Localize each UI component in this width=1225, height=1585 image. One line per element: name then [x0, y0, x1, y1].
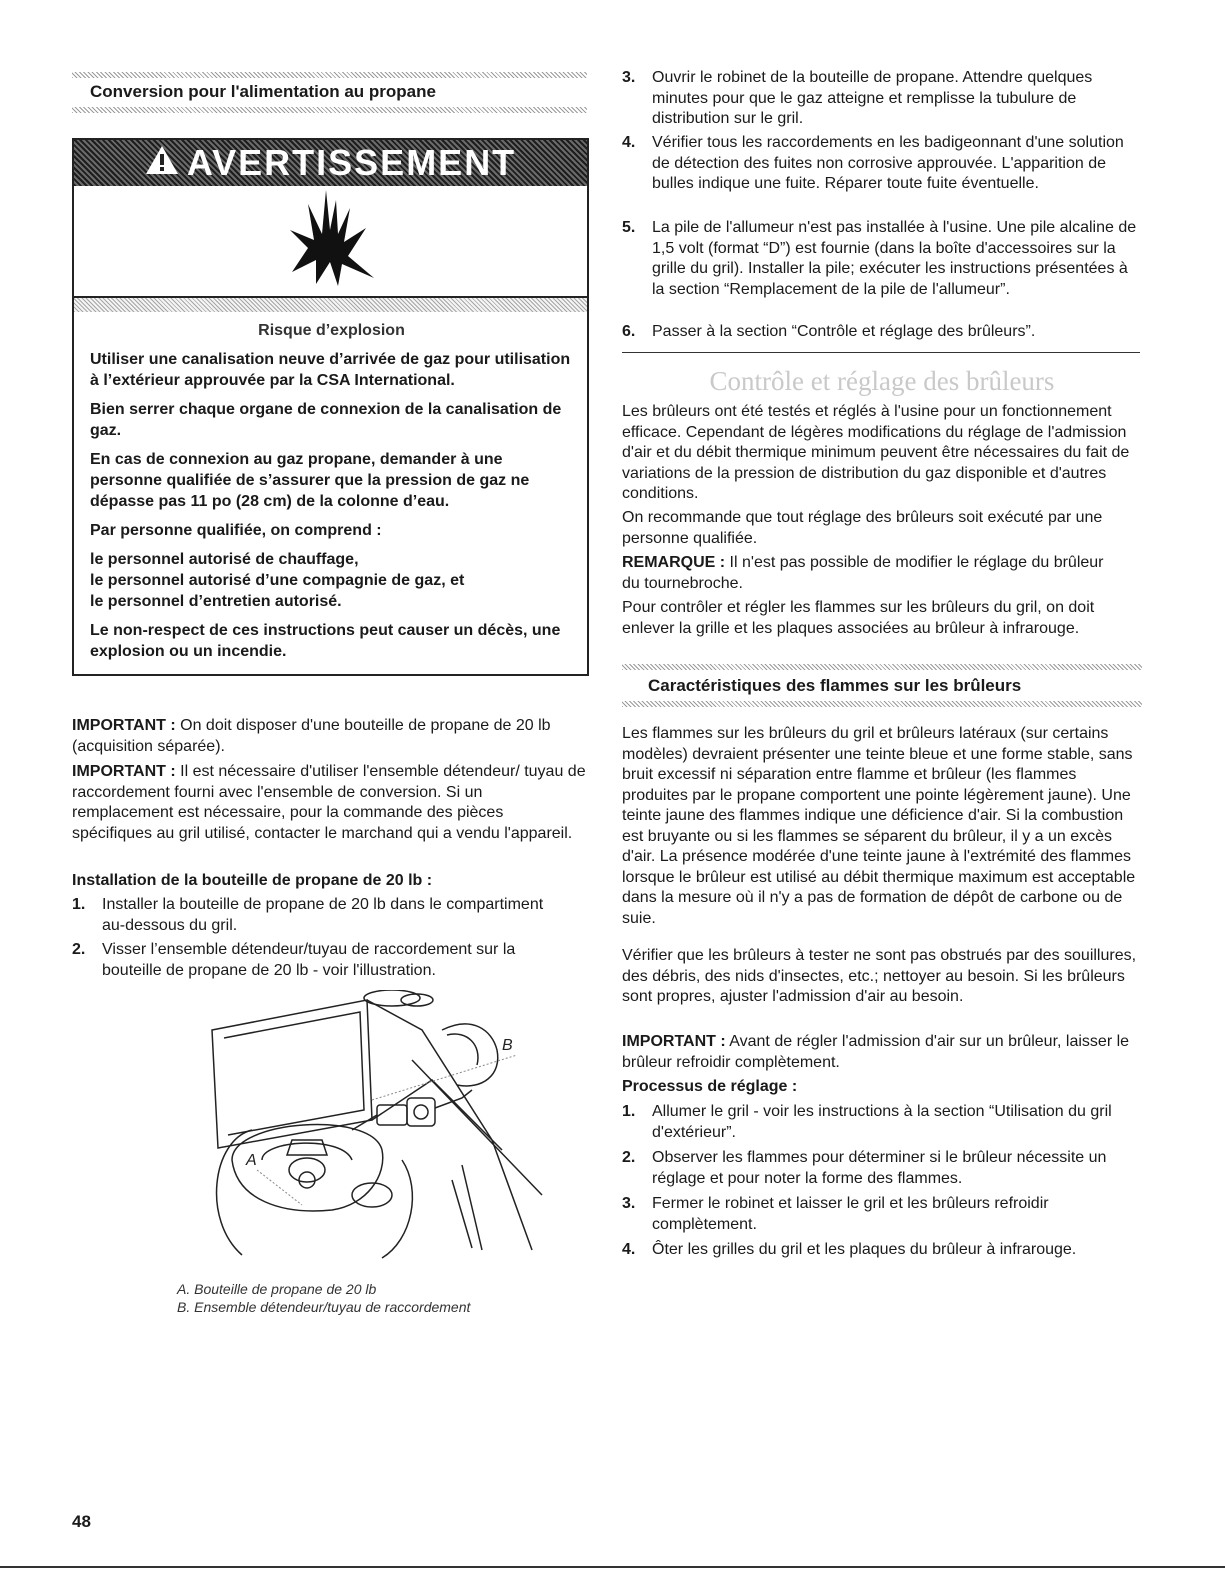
bottom-rule [0, 1566, 1225, 1568]
section-rule [622, 352, 1140, 353]
propane-conversion-header [72, 72, 587, 113]
qualified-person-item: le personnel d’entretien autorisé. [90, 593, 342, 610]
step-text: Visser l’ensemble détendeur/tuyau de raccordement sur la bouteille de propane de 20 lb - voir l'illustration. [102, 941, 516, 979]
important-label: IMPORTANT : [72, 717, 176, 734]
step-text: Ouvrir le robinet de la bouteille de propane. Attendre quelques minutes pour que le gaz atteigne et remplisse la tubulure de distribution sur le gril. [652, 69, 1093, 127]
step-number: 5. [622, 219, 636, 236]
install-heading: Installation de la bouteille de propane de 20 lb : [72, 872, 433, 889]
step-text: Installer la bouteille de propane de 20 lb dans le compartiment au-dessous du gril. [102, 896, 544, 934]
label-b: B [502, 1037, 513, 1054]
step-4 [622, 133, 1142, 215]
qualified-persons-list [90, 549, 573, 612]
remark-label: REMARQUE : [622, 554, 726, 571]
process-step-3 [622, 1194, 1142, 1236]
process-step-2 [622, 1148, 1142, 1190]
install-step-1 [72, 895, 572, 937]
step-number: 4. [622, 134, 636, 151]
step-text: Allumer le gril - voir les instructions à la section “Utilisation du gril d'extérieur”. [652, 1103, 1112, 1141]
propane-conversion-heading: Conversion pour l'alimentation au propane [90, 82, 436, 101]
warning-icon-area [74, 186, 587, 296]
explosion-icon [286, 190, 376, 290]
step-number: 2. [622, 1149, 636, 1166]
burner-intro-paragraph: Les brûleurs ont été testés et réglés à l'usine pour un fonctionnement efficace. Cependant de légères modifications du réglage de l'admission d'air et du débit thermique minimum peuvent être nécessaires du fait de variations de la pression de distribution du gaz disponible et d'autres conditions. [622, 403, 1130, 502]
qualified-person-item: le personnel autorisé d’une compagnie de gaz, et [90, 572, 465, 589]
explosion-risk-title: Risque d’explosion [258, 322, 405, 339]
warning-paragraph: En cas de connexion au gaz propane, demander à une personne qualifiée de s’assurer que la pression de gaz ne dépasse pas 11 po (28 cm) de la colonne d’eau. [90, 451, 530, 510]
step-text: Vérifier tous les raccordements en les badigeonnant d'une solution de détection des fuites non corrosive approuvée. L'apparition de bulles indique une fuite. Réparer toute fuite éventuelle. [652, 134, 1124, 192]
step-number: 2. [72, 941, 86, 958]
qualified-person-paragraph: On recommande que tout réglage des brûleurs soit exécuté par une personne qualifiée. [622, 509, 1103, 547]
grill-removal-paragraph: Pour contrôler et régler les flammes sur les brûleurs du gril, on doit enlever la grille et les plaques associées au brûleur à infrarouge. [622, 599, 1095, 637]
step-text: Observer les flammes pour déterminer si le brûleur nécessite un réglage et pour noter la forme des flammes. [652, 1149, 1107, 1187]
important-note-2 [72, 762, 587, 844]
hatch-divider [622, 701, 1142, 707]
install-step-2 [72, 940, 572, 982]
burner-control-section-title: Contrôle et réglage des brûleurs [709, 366, 1055, 396]
important-text: On doit disposer d'une bouteille de propane de 20 lb (acquisition séparée). [72, 717, 551, 755]
warning-paragraph: Le non-respect de ces instructions peut causer un décès, une explosion ou un incendie. [90, 622, 561, 660]
step-3 [622, 68, 1142, 130]
warning-banner [74, 140, 587, 186]
warning-paragraph: Utiliser une canalisation neuve d’arrivée de gaz pour utilisation à l’extérieur approuvée par la CSA International. [90, 351, 571, 389]
step-5 [622, 218, 1142, 320]
step-number: 4. [622, 1241, 636, 1258]
label-a: A [246, 1152, 257, 1169]
flame-characteristics-heading: Caractéristiques des flammes sur les brûleurs [648, 676, 1022, 695]
process-heading: Processus de réglage : [622, 1078, 798, 1095]
step-text: Fermer le robinet et laisser le gril et les brûleurs refroidir complètement. [652, 1195, 1049, 1233]
step-number: 3. [622, 69, 636, 86]
warning-triangle-icon [145, 142, 179, 184]
remark-paragraph [622, 553, 1122, 594]
step-number: 1. [72, 896, 86, 913]
warning-paragraph: Par personne qualifiée, on comprend : [90, 522, 382, 539]
caption-a: A. Bouteille de propane de 20 lb [177, 1281, 377, 1297]
hatch-divider [72, 107, 587, 113]
caption-b: B. Ensemble détendeur/tuyau de raccordement [177, 1299, 471, 1315]
important-label: IMPORTANT : [72, 763, 176, 780]
warning-box [72, 138, 589, 676]
burner-check-paragraph: Vérifier que les brûleurs à tester ne sont pas obstrués par des souillures, des débris, des nids d'insectes, etc.; nettoyer au besoin. Si les brûleurs sont propres, ajuster l'admission d'air au besoin. [622, 947, 1137, 1005]
step-text: Passer à la section “Contrôle et réglage des brûleurs”. [652, 323, 1036, 340]
step-number: 6. [622, 323, 636, 340]
page-number: 48 [72, 1512, 91, 1531]
flame-characteristics-header [622, 664, 1142, 707]
flame-description-paragraph: Les flammes sur les brûleurs du gril et brûleurs latéraux (sur certains modèles) devraient présenter une teinte bleue et une forme stable, sans bruit excessif ni séparation entre flamme et brûleur (les flammes produites par le propane comportent une pointe légèrement jaune). Une teinte jaune des flammes indique une déficience d'air. Si la combustion est bruyante ou si les flammes se séparent du brûleur, il y a un excès d'air. La présence modérée d'une teinte jaune à l'extrémité des flammes lorsque le brûleur est utilisé au débit thermique maximum est acceptable dans la mesure où il n'y a pas de formation de dépôt de carbone ou de suie. [622, 725, 1136, 927]
illustration-caption [177, 1280, 597, 1316]
important-text: Il est nécessaire d'utiliser l'ensemble détendeur/ tuyau de raccordement fourni avec l'ensemble de conversion. Si un remplacement est nécessaire, pour la commande des pièces spécifiques au gril utilisé, contacter le marchand qui a vendu l'appareil. [72, 763, 586, 842]
step-number: 3. [622, 1195, 636, 1212]
step-number: 1. [622, 1103, 636, 1120]
step-text: La pile de l'allumeur n'est pas installée à l'usine. Une pile alcaline de 1,5 volt (format “D”) est fournie (dans la boîte d'accessoires sur la grille du gril). Installer la pile; exécuter les instructions présentées à la section “Remplacement de la pile de l'allumeur”. [652, 219, 1137, 298]
warning-body [74, 312, 587, 674]
step-text: Ôter les grilles du gril et les plaques du brûleur à infrarouge. [652, 1241, 1077, 1258]
important-note-1 [72, 716, 572, 757]
step-6 [622, 322, 1142, 344]
important-label: IMPORTANT : [622, 1033, 726, 1050]
warning-paragraph: Bien serrer chaque organe de connexion de la canalisation de gaz. [90, 401, 562, 439]
warning-banner-text: AVERTISSEMENT [186, 142, 517, 183]
propane-tank-drawing [172, 990, 572, 1270]
process-step-1 [622, 1102, 1142, 1144]
process-step-4 [622, 1240, 1142, 1262]
remark-text: Il n'est pas possible de modifier le réglage du brûleur du tournebroche. [622, 554, 1104, 592]
warning-divider [74, 296, 587, 312]
propane-tank-illustration [172, 990, 572, 1270]
qualified-person-item: le personnel autorisé de chauffage, [90, 551, 359, 568]
important-text: Avant de régler l'admission d'air sur un brûleur, laisser le brûleur refroidir complètement. [622, 1033, 1130, 1071]
important-note-cooldown [622, 1032, 1142, 1073]
